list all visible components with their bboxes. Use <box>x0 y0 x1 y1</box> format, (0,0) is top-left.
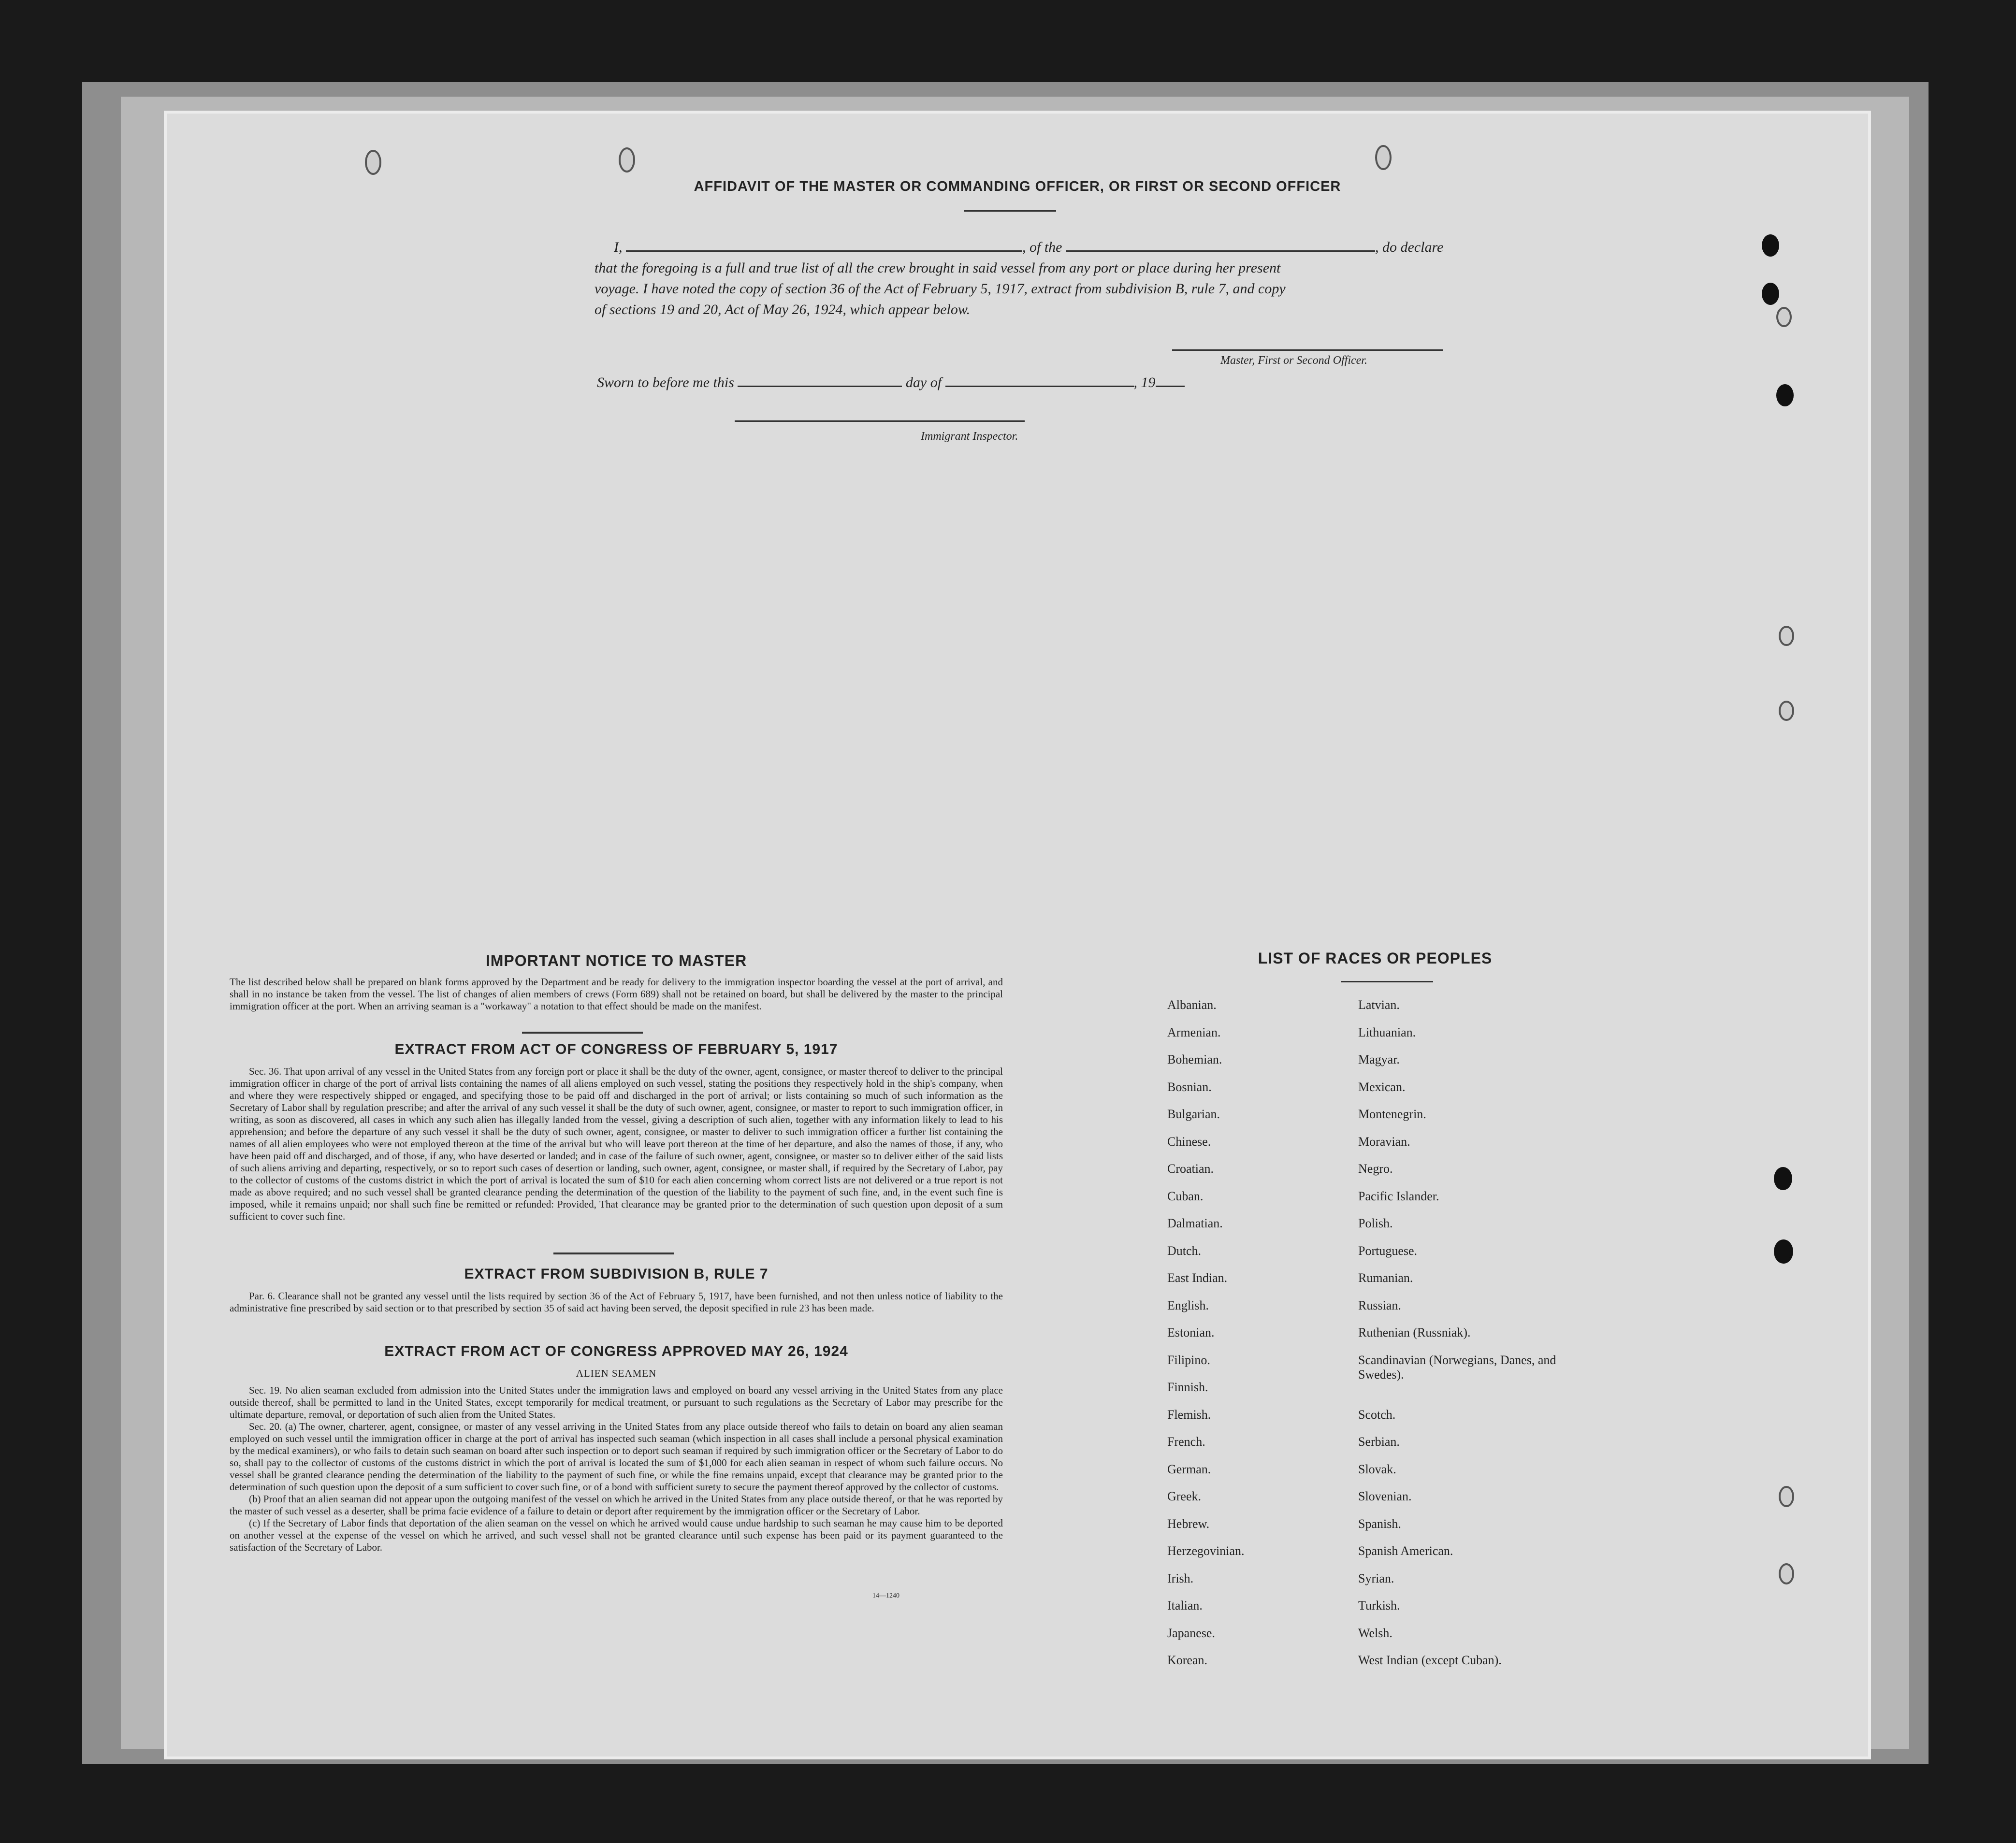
master-signature-line[interactable] <box>1172 349 1443 351</box>
punch-hole <box>1779 626 1794 646</box>
race-item: Cuban. <box>1167 1189 1204 1203</box>
section-divider <box>553 1253 674 1254</box>
sec20a-text: Sec. 20. (a) The owner, charterer, agent, consignee, or master of any vessel arriving in the United States from any place outside thereof who fails to detain on board any alien seaman employed on such vessel until the immigration officer in charge at the port of arrival has inspected such seaman (which inspection in all cases shall include a personal physical examination by the medical examiners), or who fails to detain such seaman on board after such inspection or to deport such seaman if required by such immigration officer or the Secretary of Labor to do so, shall pay to the collector of customs of the customs district in which the port of arrival is located the sum of $1,000 for each alien seaman in respect of whom such failure occurs. No vessel shall be granted clearance pending the determination of the liability to the payment of such fine, or while the fine remains unpaid, except that clearance may be granted prior to the determination of such question upon the deposit of a sum sufficient to cover such fine, or of a bond with sufficient surety to secure the payment thereof approved by the collector of customs. <box>230 1421 1003 1493</box>
race-item: Portuguese. <box>1358 1243 1418 1258</box>
race-item: Greek. <box>1167 1489 1202 1503</box>
affidavit-title: AFFIDAVIT OF THE MASTER OR COMMANDING OFFICER, OR FIRST OR SECOND OFFICER <box>694 179 1341 194</box>
race-item: Slovak. <box>1358 1462 1396 1476</box>
punch-hole <box>1774 1239 1793 1264</box>
race-item: Serbian. <box>1358 1435 1400 1449</box>
race-item: Dutch. <box>1167 1243 1202 1258</box>
declaration-line-3: voyage. I have noted the copy of section 36 of the Act of February 5, 1917, extract from subdivision B, rule 7, and copy <box>595 281 1286 297</box>
punch-hole <box>1779 1486 1794 1507</box>
race-item: Ruthenian (Russniak). <box>1358 1325 1471 1339</box>
punch-hole <box>1762 283 1779 305</box>
punch-hole <box>1779 1563 1794 1584</box>
declaration-line-4: of sections 19 and 20, Act of May 26, 1924, which appear below. <box>595 302 971 317</box>
race-item: Flemish. <box>1167 1407 1211 1422</box>
race-item: Russian. <box>1358 1298 1401 1312</box>
punch-hole <box>1776 307 1792 327</box>
sworn-month-field[interactable] <box>945 386 1134 387</box>
notice-title: IMPORTANT NOTICE TO MASTER <box>485 952 747 969</box>
race-item: Pacific Islander. <box>1358 1189 1439 1203</box>
extract-1917-title: EXTRACT FROM ACT OF CONGRESS OF FEBRUARY 5, 1917 <box>394 1041 838 1057</box>
affidavit-body <box>595 237 1653 320</box>
race-item: Montenegrin. <box>1358 1107 1426 1121</box>
race-item: Moravian. <box>1358 1134 1410 1149</box>
race-item: Turkish. <box>1358 1598 1400 1613</box>
day-of-label: day of <box>905 374 942 390</box>
sec20b-text: (b) Proof that an alien seaman did not appear upon the outgoing manifest of the vessel on which he arrived in the United States from any place outside thereof, or that he was reported by the master of such vessel as a deserter, shall be prima facie evidence of a failure to detain or deport after requirement by the immigration officer or the Secretary of Labor. <box>230 1493 1003 1517</box>
race-item: East Indian. <box>1167 1271 1228 1285</box>
punch-hole <box>619 147 635 173</box>
race-item: Croatian. <box>1167 1162 1214 1176</box>
race-item: Finnish. <box>1167 1380 1208 1394</box>
race-item: Latvian. <box>1358 998 1400 1012</box>
label-of-the: , of the <box>1022 239 1062 255</box>
rule7-title: EXTRACT FROM SUBDIVISION B, RULE 7 <box>464 1266 769 1282</box>
sec19-text: Sec. 19. No alien seaman excluded from admission into the United States under the immigration laws and employed on board any vessel arriving in the United States from any place outside thereof, shall be permitted to land in the United States, except temporarily for medical treatment, or pursuant to such regulations as the Secretary of Labor may prescribe for the ultimate departure, removal, or deportation of such alien from the United States. <box>230 1384 1003 1420</box>
race-item: Dalmatian. <box>1167 1216 1223 1230</box>
race-item: German. <box>1167 1462 1211 1476</box>
sworn-line <box>597 374 1185 391</box>
races-title-underline <box>1341 981 1433 982</box>
punch-hole <box>1375 145 1392 170</box>
punch-hole <box>1776 384 1794 406</box>
race-item: Bosnian. <box>1167 1080 1212 1094</box>
race-item: French. <box>1167 1435 1205 1449</box>
race-item: Scandinavian (Norwegians, Danes, and Swedes). <box>1358 1353 1556 1382</box>
declaration-line-2: that the foregoing is a full and true list of all the crew brought in said vessel from any port or place during her present <box>595 260 1281 276</box>
race-item: West Indian (except Cuban). <box>1358 1653 1502 1667</box>
races-right-column <box>1358 998 1590 1681</box>
punch-hole <box>1774 1167 1792 1190</box>
extract-1924-body <box>230 1384 1003 1554</box>
race-item: Korean. <box>1167 1653 1208 1667</box>
declaration-line <box>595 237 1653 258</box>
race-item: Spanish American. <box>1358 1544 1453 1558</box>
form-number: 14—1240 <box>872 1592 899 1599</box>
races-title: LIST OF RACES OR PEOPLES <box>1258 950 1493 967</box>
race-item: Slovenian. <box>1358 1489 1412 1503</box>
label-i: I, <box>614 239 623 255</box>
race-item: Bulgarian. <box>1167 1107 1220 1121</box>
race-item: Armenian. <box>1167 1025 1221 1039</box>
race-item: Estonian. <box>1167 1325 1215 1339</box>
vessel-field[interactable] <box>1066 250 1375 252</box>
inspector-signature-line[interactable] <box>735 420 1025 422</box>
notice-body: The list described below shall be prepared on blank forms approved by the Department and be ready for delivery to the immigration inspector boarding the vessel at the port of arrival, and shall in no instance be taken from the vessel. The list of changes of alien members of crews (Form 689) shall not be retained on board, but shall be delivered by the master to the principal immigration officer at the port. When an arriving seaman is a "workaway" a notation to that effect should be made on the manifest. <box>230 976 1003 1012</box>
inspector-caption: Immigrant Inspector. <box>921 430 1018 443</box>
section-divider <box>522 1032 643 1034</box>
race-item: English. <box>1167 1298 1209 1312</box>
race-item: Rumanian. <box>1358 1271 1413 1285</box>
race-item: Spanish. <box>1358 1516 1401 1531</box>
sworn-date-field[interactable] <box>738 386 902 387</box>
sec20c-text: (c) If the Secretary of Labor finds that deportation of the alien seaman on the vessel on which he arrived would cause undue hardship to such seaman he may cause him to be deported on another vessel at the expense of the vessel on which he arrived, and such vessel shall not be granted clearance until such expense has been paid or its payment guaranteed to the satisfaction of the Secretary of Labor. <box>230 1517 1003 1553</box>
punch-hole <box>1779 701 1794 721</box>
extract-1917-body: Sec. 36. That upon arrival of any vessel in the United States from any foreign port or place it shall be the duty of the owner, agent, consignee, or master thereof to deliver to the principal immigration officer in charge of the port of arrival lists containing the names of all aliens employed on such vessel, stating the positions they respectively hold in the ship's company, when and where they were respectively shipped or engaged, and specifying those to be paid off and discharged in the port of arrival; or lists containing so much of such information as the Secretary of Labor shall by regulation prescribe; and after the arrival of any such vessel it shall be the duty of such owner, agent, consignee, or master to report to such immigration officer, in writing, as soon as discovered, all cases in which any such alien has illegally landed from the vessel, giving a description of such alien, together with any information likely to lead to his apprehension; and before the departure of any such vessel it shall be the duty of such owner, agent, consignee, or master to deliver to such immigration officer a further list containing the names of all alien employees who were not employed thereon at the time of the arrival but who will leave port thereon at the time of her departure, and also the names of those, if any, who have been paid off and discharged, and of those, if any, who have deserted or landed; and in case of the failure of such owner, agent, consignee, or master so to deliver either of the said lists of such aliens arriving and departing, respectively, or so to report such cases of desertion or landing, such owner, agent, consignee, or master shall, if required by the Secretary of Labor, pay to the collector of customs of the customs district in which the port of arrival is located the sum of $10 for each alien concerning whom correct lists are not delivered or a true report is not made as above required; and no such vessel shall be granted clearance pending the determination of the question of the liability to the payment of such fine, and, in the event such fine is imposed, while it remains unpaid; nor shall such fine be remitted or refunded: Provided, That clearance may be granted prior to the determination of such question upon deposit of a sum sufficient to cover such fine. <box>230 1065 1003 1222</box>
race-item: Italian. <box>1167 1598 1203 1613</box>
year-label: , 19 <box>1133 374 1156 390</box>
master-caption: Master, First or Second Officer. <box>1220 354 1367 367</box>
race-item: Bohemian. <box>1167 1052 1222 1066</box>
rule7-body: Par. 6. Clearance shall not be granted any vessel until the lists required by section 36 of the Act of February 5, 1917, have been furnished, and not then unless notice of liability to the administrative fine prescribed by said section or to that prescribed by section 35 of said act having been served, the deposit specified in rule 23 has been made. <box>230 1290 1003 1314</box>
race-item: Lithuanian. <box>1358 1025 1416 1039</box>
sworn-label: Sworn to before me this <box>597 374 734 390</box>
race-item: Albanian. <box>1167 998 1217 1012</box>
race-item: Scotch. <box>1358 1407 1396 1422</box>
name-field[interactable] <box>626 250 1022 252</box>
extract-1924-title: EXTRACT FROM ACT OF CONGRESS APPROVED MAY 26, 1924 <box>384 1343 848 1359</box>
label-declare: , do declare <box>1375 239 1444 255</box>
races-left-column <box>1167 998 1336 1681</box>
race-item: Magyar. <box>1358 1052 1400 1066</box>
race-item: Negro. <box>1358 1162 1393 1176</box>
sworn-year-field[interactable] <box>1156 386 1185 387</box>
punch-hole <box>365 150 381 175</box>
race-item: Filipino. <box>1167 1353 1210 1367</box>
document-page <box>167 114 1868 1757</box>
race-item: Mexican. <box>1358 1080 1406 1094</box>
alien-seamen-subtitle: ALIEN SEAMEN <box>576 1368 657 1379</box>
punch-hole <box>1762 234 1779 257</box>
race-item: Hebrew. <box>1167 1516 1210 1531</box>
race-item: Irish. <box>1167 1571 1194 1585</box>
race-item: Japanese. <box>1167 1626 1215 1640</box>
title-underline <box>964 210 1056 212</box>
race-item: Herzegovinian. <box>1167 1544 1245 1558</box>
race-item: Chinese. <box>1167 1134 1211 1149</box>
race-item: Welsh. <box>1358 1626 1392 1640</box>
race-item: Polish. <box>1358 1216 1393 1230</box>
race-item: Syrian. <box>1358 1571 1394 1585</box>
